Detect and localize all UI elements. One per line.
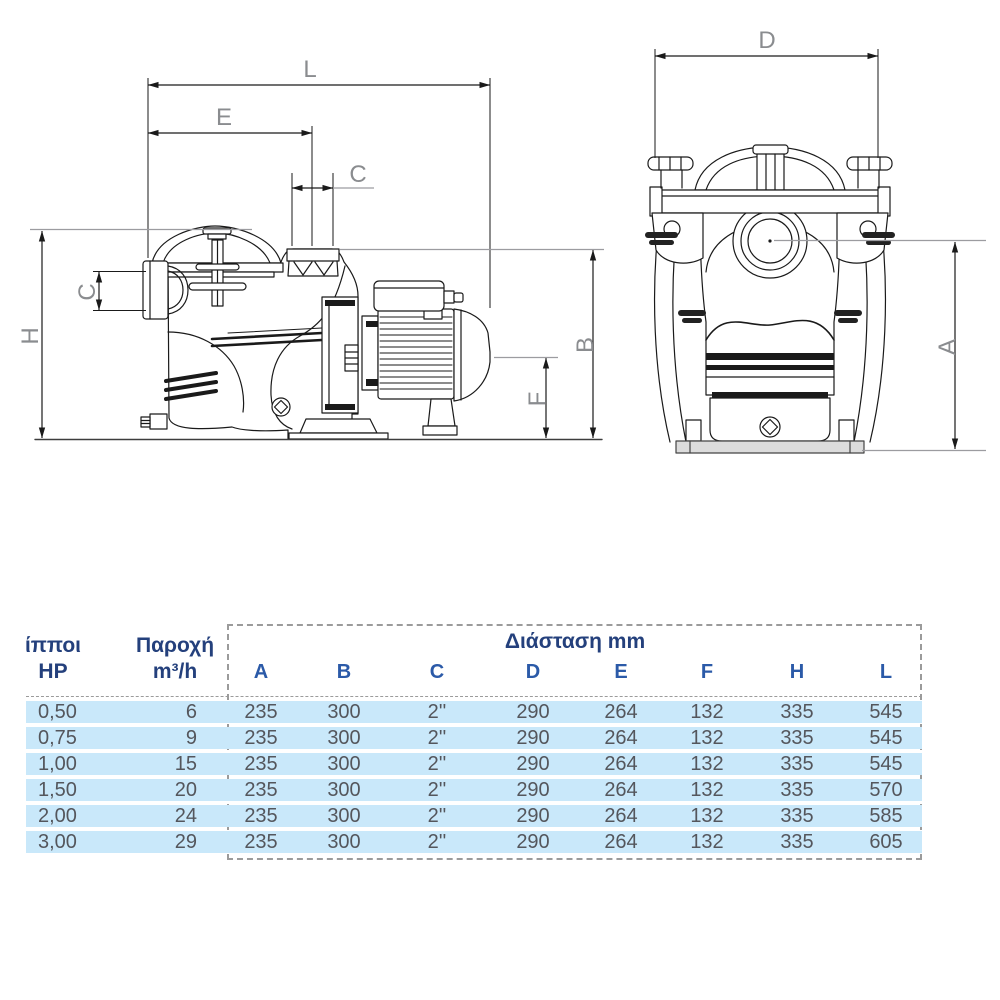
cell-dim-h: 335 <box>780 831 814 853</box>
front-base-plate <box>676 441 864 453</box>
cell-dim-h: 335 <box>780 727 814 749</box>
table-row <box>26 727 922 749</box>
cell-dim-c: 2'' <box>427 753 447 775</box>
pump-pedestal-plinth <box>289 433 388 439</box>
cell-dim-b: 300 <box>327 779 361 801</box>
table-row <box>26 701 922 723</box>
cell-hp: 2,00 <box>38 805 77 827</box>
cell-dim-b: 300 <box>327 831 361 853</box>
dim-label-h: H <box>17 327 44 345</box>
power-header-line1: ίπποι <box>24 634 82 657</box>
cell-dim-c: 2'' <box>427 831 447 853</box>
dim-label-d: D <box>758 27 776 54</box>
cell-flow: 20 <box>174 779 197 801</box>
cell-dim-a: 235 <box>244 753 278 775</box>
dim-label-e: E <box>215 104 233 131</box>
cell-dim-c: 2'' <box>427 727 447 749</box>
cell-dim-f: 132 <box>690 831 724 853</box>
col-header-h: H <box>789 661 805 683</box>
dim-label-c-top: C <box>349 161 367 188</box>
front-foot-tab <box>686 420 701 441</box>
cell-dim-d: 290 <box>516 805 550 827</box>
cell-dim-d: 290 <box>516 727 550 749</box>
cell-dim-c: 2'' <box>427 805 447 827</box>
side-bracket-bottom-bar <box>325 404 355 410</box>
col-header-a: A <box>253 661 269 683</box>
cell-dim-e: 264 <box>604 831 638 853</box>
cell-dim-b: 300 <box>327 753 361 775</box>
cell-hp: 1,50 <box>38 779 77 801</box>
dim-label-f: F <box>524 391 551 407</box>
cell-dim-b: 300 <box>327 701 361 723</box>
cell-dim-d: 290 <box>516 753 550 775</box>
table-row <box>26 805 922 827</box>
cell-dim-f: 132 <box>690 779 724 801</box>
dim-label-b: B <box>572 336 599 354</box>
flow-header-line1: Παροχή <box>135 634 215 657</box>
pump-pedestal <box>300 419 377 433</box>
col-header-l: L <box>879 661 893 683</box>
cell-dim-h: 335 <box>780 701 814 723</box>
col-header-f: F <box>700 661 714 683</box>
col-header-e: E <box>614 661 628 683</box>
power-header-line2: HP <box>38 660 68 683</box>
dim-label-l: L <box>303 56 317 83</box>
table-row <box>26 779 922 801</box>
dimension-group-header: Διάσταση mm <box>504 630 646 653</box>
cell-dim-a: 235 <box>244 701 278 723</box>
cell-dim-a: 235 <box>244 831 278 853</box>
cell-hp: 1,00 <box>38 753 77 775</box>
cell-dim-h: 335 <box>780 779 814 801</box>
col-header-b: B <box>336 661 352 683</box>
dim-label-c-left: C <box>74 283 101 301</box>
motor-foot <box>428 399 455 426</box>
cell-dim-l: 545 <box>869 753 903 775</box>
cell-dim-d: 290 <box>516 831 550 853</box>
col-header-c: C <box>429 661 445 683</box>
cell-dim-h: 335 <box>780 753 814 775</box>
cell-dim-e: 264 <box>604 753 638 775</box>
cell-dim-e: 264 <box>604 727 638 749</box>
flow-header-line2: m³/h <box>152 660 198 683</box>
cell-flow: 29 <box>174 831 197 853</box>
cell-dim-b: 300 <box>327 727 361 749</box>
cell-dim-e: 264 <box>604 805 638 827</box>
cell-dim-c: 2'' <box>427 701 447 723</box>
cell-dim-e: 264 <box>604 701 638 723</box>
table-row <box>26 753 922 775</box>
cell-dim-l: 585 <box>869 805 903 827</box>
cell-dim-l: 545 <box>869 727 903 749</box>
cell-dim-d: 290 <box>516 779 550 801</box>
motor-foot-pad <box>423 426 457 435</box>
side-pot-drain-cap <box>141 417 150 427</box>
cell-hp: 0,75 <box>38 727 77 749</box>
cell-dim-f: 132 <box>690 727 724 749</box>
cell-flow: 6 <box>185 701 197 723</box>
cell-dim-f: 132 <box>690 805 724 827</box>
cell-dim-d: 290 <box>516 701 550 723</box>
cell-dim-a: 235 <box>244 779 278 801</box>
col-header-d: D <box>525 661 541 683</box>
cell-dim-l: 570 <box>869 779 903 801</box>
dim-label-a: A <box>934 338 961 356</box>
cell-dim-l: 605 <box>869 831 903 853</box>
cell-hp: 0,50 <box>38 701 77 723</box>
cell-dim-e: 264 <box>604 779 638 801</box>
table-row <box>26 831 922 853</box>
cell-dim-h: 335 <box>780 805 814 827</box>
cell-dim-a: 235 <box>244 805 278 827</box>
cell-flow: 15 <box>174 753 197 775</box>
cell-flow: 9 <box>185 727 197 749</box>
side-pot-drain-fitting <box>150 414 167 429</box>
cell-dim-f: 132 <box>690 753 724 775</box>
cell-dim-b: 300 <box>327 805 361 827</box>
cell-flow: 24 <box>174 805 197 827</box>
cell-dim-a: 235 <box>244 727 278 749</box>
cell-dim-l: 545 <box>869 701 903 723</box>
cell-dim-f: 132 <box>690 701 724 723</box>
cell-hp: 3,00 <box>38 831 77 853</box>
cell-dim-c: 2'' <box>427 779 447 801</box>
front-foot-tab <box>839 420 854 441</box>
header-separator <box>26 696 922 697</box>
